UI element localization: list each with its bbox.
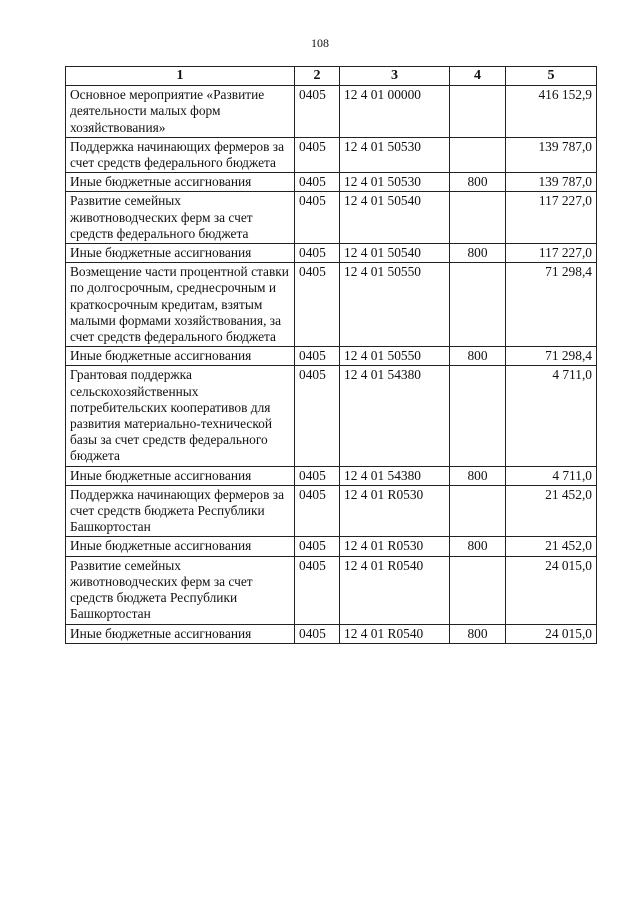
row-name: Возмещение части процентной ставки по долгосрочным, среднесрочным и краткосрочным кредитам, взятым малыми формами хозяйствования, за счет средств федерального бюджета xyxy=(66,263,295,347)
row-amount: 416 152,9 xyxy=(506,86,597,138)
row-expense-type xyxy=(450,137,506,172)
table-row xyxy=(66,137,597,172)
column-header-target: 3 xyxy=(340,67,450,86)
row-target: 12 4 01 R0530 xyxy=(340,537,450,556)
table-row xyxy=(66,86,597,138)
table-row xyxy=(66,347,597,366)
column-header-amount: 5 xyxy=(506,67,597,86)
table-body xyxy=(66,86,597,644)
page-number: 108 xyxy=(311,36,329,50)
row-name: Иные бюджетные ассигнования xyxy=(66,244,295,263)
row-amount: 139 787,0 xyxy=(506,173,597,192)
row-target: 12 4 01 50530 xyxy=(340,173,450,192)
row-target: 12 4 01 54380 xyxy=(340,466,450,485)
row-section: 0405 xyxy=(295,263,340,347)
row-target: 12 4 01 50550 xyxy=(340,347,450,366)
table-row xyxy=(66,556,597,624)
row-target: 12 4 01 50550 xyxy=(340,263,450,347)
column-header-name: 1 xyxy=(66,67,295,86)
row-expense-type: 800 xyxy=(450,173,506,192)
row-target: 12 4 01 54380 xyxy=(340,366,450,466)
table-row xyxy=(66,624,597,643)
row-name: Иные бюджетные ассигнования xyxy=(66,624,295,643)
row-section: 0405 xyxy=(295,347,340,366)
row-expense-type xyxy=(450,263,506,347)
column-header-section: 2 xyxy=(295,67,340,86)
row-section: 0405 xyxy=(295,137,340,172)
row-section: 0405 xyxy=(295,624,340,643)
row-name: Иные бюджетные ассигнования xyxy=(66,537,295,556)
row-target: 12 4 01 00000 xyxy=(340,86,450,138)
row-target: 12 4 01 R0540 xyxy=(340,556,450,624)
row-target: 12 4 01 50530 xyxy=(340,137,450,172)
row-expense-type: 800 xyxy=(450,537,506,556)
row-target: 12 4 01 R0540 xyxy=(340,624,450,643)
row-amount: 4 711,0 xyxy=(506,366,597,466)
row-expense-type xyxy=(450,556,506,624)
row-section: 0405 xyxy=(295,173,340,192)
row-section: 0405 xyxy=(295,556,340,624)
row-section: 0405 xyxy=(295,366,340,466)
table-row xyxy=(66,366,597,466)
row-section: 0405 xyxy=(295,466,340,485)
table-row xyxy=(66,466,597,485)
row-amount: 4 711,0 xyxy=(506,466,597,485)
row-amount: 117 227,0 xyxy=(506,192,597,244)
row-name: Развитие семейных животноводческих ферм за счет средств федерального бюджета xyxy=(66,192,295,244)
row-name: Грантовая поддержка сельскохозяйственных потребительских кооперативов для развития материально-технической базы за счет средств федерального бюджета xyxy=(66,366,295,466)
row-name: Иные бюджетные ассигнования xyxy=(66,173,295,192)
table-row xyxy=(66,244,597,263)
row-section: 0405 xyxy=(295,485,340,537)
row-name: Развитие семейных животноводческих ферм за счет средств бюджета Республики Башкортостан xyxy=(66,556,295,624)
budget-table xyxy=(65,66,597,644)
row-name: Поддержка начинающих фермеров за счет средств федерального бюджета xyxy=(66,137,295,172)
row-name: Основное мероприятие «Развитие деятельности малых форм хозяйствования» xyxy=(66,86,295,138)
row-amount: 71 298,4 xyxy=(506,347,597,366)
row-amount: 71 298,4 xyxy=(506,263,597,347)
column-header-expense-type: 4 xyxy=(450,67,506,86)
row-target: 12 4 01 50540 xyxy=(340,192,450,244)
row-amount: 24 015,0 xyxy=(506,624,597,643)
table-row xyxy=(66,485,597,537)
row-target: 12 4 01 50540 xyxy=(340,244,450,263)
table-header xyxy=(66,67,597,86)
row-section: 0405 xyxy=(295,192,340,244)
row-name: Иные бюджетные ассигнования xyxy=(66,347,295,366)
row-section: 0405 xyxy=(295,537,340,556)
row-expense-type: 800 xyxy=(450,244,506,263)
row-name: Иные бюджетные ассигнования xyxy=(66,466,295,485)
row-amount: 21 452,0 xyxy=(506,537,597,556)
row-section: 0405 xyxy=(295,244,340,263)
row-amount: 117 227,0 xyxy=(506,244,597,263)
row-amount: 21 452,0 xyxy=(506,485,597,537)
table-row xyxy=(66,537,597,556)
row-expense-type xyxy=(450,366,506,466)
row-amount: 139 787,0 xyxy=(506,137,597,172)
table-row xyxy=(66,192,597,244)
table-row xyxy=(66,263,597,347)
row-expense-type xyxy=(450,485,506,537)
row-amount: 24 015,0 xyxy=(506,556,597,624)
row-expense-type: 800 xyxy=(450,624,506,643)
row-expense-type: 800 xyxy=(450,347,506,366)
row-expense-type xyxy=(450,86,506,138)
row-expense-type xyxy=(450,192,506,244)
row-name: Поддержка начинающих фермеров за счет средств бюджета Республики Башкортостан xyxy=(66,485,295,537)
table-row xyxy=(66,173,597,192)
row-target: 12 4 01 R0530 xyxy=(340,485,450,537)
row-expense-type: 800 xyxy=(450,466,506,485)
row-section: 0405 xyxy=(295,86,340,138)
header-row xyxy=(66,67,597,86)
